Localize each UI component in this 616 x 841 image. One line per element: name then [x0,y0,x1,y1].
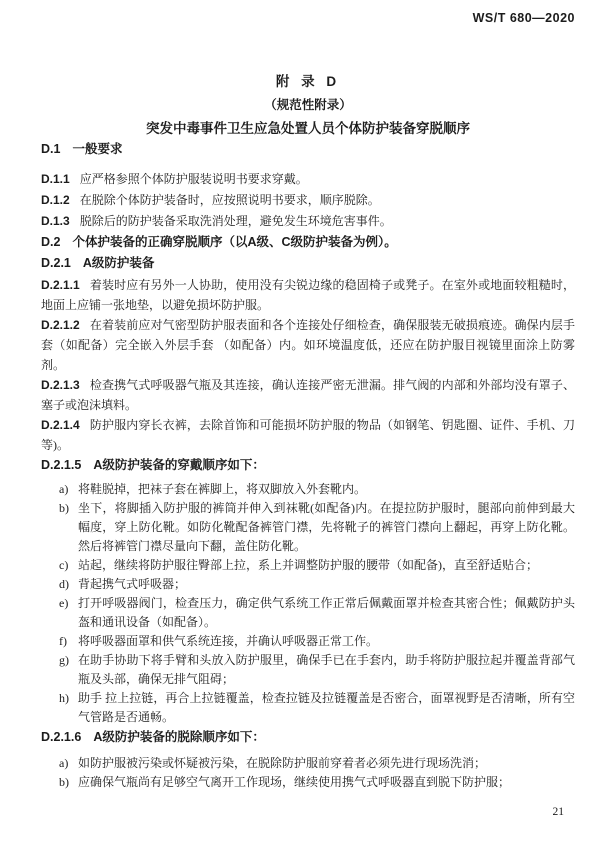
list-item [41,575,575,594]
clause [41,169,575,190]
list-item-label: a) [59,482,69,496]
list-item-text: 坐下，将脚插入防护服的裤筒并伸入到袜靴(如配备)内。在提拉防护服时，腿部向前伸到最大幅度，穿上防化靴。如防化靴配备裤管门襟，先将靴子的裤管门襟向上翻起，再穿上防化靴。然后将裤管门襟尽量向下翻，盖住防化靴。 [78,501,575,553]
list-item-label: a) [59,756,69,770]
clause [41,211,575,232]
list-item [41,754,575,773]
section-title: A级防护装备 [82,256,155,270]
clause [41,375,575,415]
section-number: D.2.1.5 [41,458,82,472]
doffing-steps-list [41,754,575,792]
section-title: A级防护装备的脱除顺序如下： [93,730,265,744]
section-title: 一般要求 [72,142,123,156]
section-heading-d21 [41,253,575,274]
clause [41,415,575,455]
list-item [41,651,575,689]
list-item-text: 应确保气瓶尚有足够空气离开工作现场，继续使用携气式呼吸器直到脱下防护服； [78,775,511,789]
list-item [41,499,575,556]
appendix-title-block [41,72,575,139]
clause [41,190,575,211]
list-item-text: 站起，继续将防护服往臀部上拉，系上并调整防护服的腰带（如配备)，直至舒适贴合； [78,558,538,572]
list-item-text: 打开呼吸器阀门，检查压力，确定供气系统工作正常后佩戴面罩并检查其密合性；佩戴防护头盔和通讯设备（如配备）。 [78,596,575,629]
section-number: D.2.1 [41,256,71,270]
clause-text: 在着装前应对气密型防护服表面和各个连接处仔细检查，确保服装无破损痕迹。确保内层手套（如配备）完全嵌入外层手套 （如配备）内。如环境温度低，还应在防护服目视镜里面涂上防雾剂。 [41,318,575,372]
list-item [41,594,575,632]
list-item-label: d) [59,577,69,591]
section-number: D.1 [41,142,61,156]
section-number: D.2.1.6 [41,730,82,744]
clause [41,275,575,315]
clause-text: 脱除后的防护装备采取洗消处理，避免发生环境危害事件。 [79,214,392,228]
clause-number: D.2.1.1 [41,278,80,292]
section-heading-d215 [41,455,575,476]
clause-group-d1 [41,169,575,232]
section-heading-d2 [41,232,575,253]
clause-text: 着装时应有另外一人协助，使用没有尖锐边缘的稳固椅子或凳子。在室外或地面较粗糙时，地面上应铺一张地垫，以避免损坏防护服。 [41,278,575,312]
list-item [41,632,575,651]
section-heading-d1 [41,139,575,160]
clause-number: D.2.1.3 [41,378,80,392]
list-item-label: g) [59,653,69,667]
list-item-text: 如防护服被污染或怀疑被污染，在脱除防护服前穿着者必须先进行现场洗消； [78,756,487,770]
clause-number: D.2.1.4 [41,418,80,432]
clause-number: D.2.1.2 [41,318,80,332]
appendix-label: 附 录 D [275,74,341,89]
section-heading-d216 [41,727,575,748]
section-title: A级防护装备的穿戴顺序如下： [93,458,265,472]
section-number: D.2 [41,235,61,249]
list-item [41,556,575,575]
page-number: 21 [552,806,564,818]
appendix-type-note: （规范性附录） [264,98,352,112]
list-item [41,773,575,792]
list-item-label: b) [59,501,69,515]
list-item-text: 在助手协助下将手臂和头放入防护服里，确保手已在手套内，助手将防护服拉起并覆盖背部气瓶及头部，确保无排气阻碍； [78,653,575,686]
list-item-text: 将鞋脱掉，把袜子套在裤脚上，将双脚放入外套靴内。 [78,482,367,496]
list-item-label: h) [59,691,69,705]
list-item-label: e) [59,596,69,610]
section-title: 个体护装备的正确穿脱顺序（以A级、C级防护装备为例）。 [72,235,397,249]
clause-group-d21 [41,275,575,455]
list-item [41,689,575,727]
list-item [41,480,575,499]
donning-steps-list [41,480,575,727]
list-item-label: f) [59,634,67,648]
list-item-text: 助手 拉上拉链，再合上拉链覆盖，检查拉链及拉链覆盖是否密合，面罩视野是否清晰，所有空气管路是否通畅。 [78,691,575,724]
list-item-label: c) [59,558,69,572]
list-item-text: 背起携气式呼吸器； [78,577,187,591]
clause-text: 在脱除个体防护装备时，应按照说明书要求，顺序脱除。 [79,193,380,207]
clause-number: D.1.2 [41,193,70,207]
clause-number: D.1.3 [41,214,70,228]
list-item-label: b) [59,775,69,789]
appendix-title: 突发中毒事件卫生应急处置人员个体防护装备穿脱顺序 [146,121,470,136]
clause [41,315,575,375]
clause-text: 检查携气式呼吸器气瓶及其连接，确认连接严密无泄漏。排气阀的内部和外部均没有罩子、塞子或泡沫填料。 [41,378,575,412]
clause-number: D.1.1 [41,172,70,186]
list-item-text: 将呼吸器面罩和供气系统连接，并确认呼吸器正常工作。 [78,634,379,648]
standard-number-header: WS/T 680—2020 [472,11,575,25]
clause-text: 防护服内穿长衣裤，去除首饰和可能损坏防护服的物品（如钢笔、钥匙圈、证件、手机、刀等)。 [41,418,575,452]
clause-text: 应严格参照个体防护服装说明书要求穿戴。 [79,172,308,186]
